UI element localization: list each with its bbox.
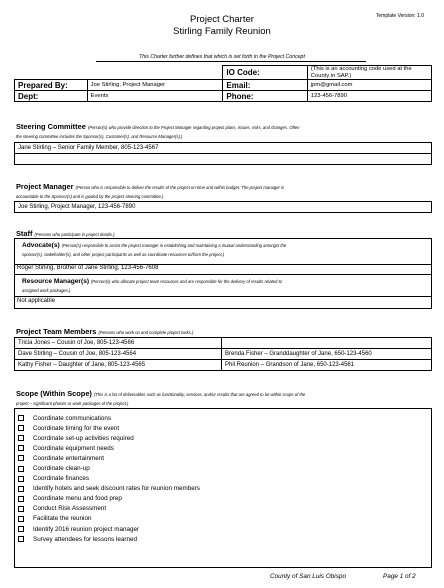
intro-text: This Charter further defines that which is set forth in the Project Concept [139, 54, 305, 60]
footer-page-number: Page 1 of 2 [383, 573, 416, 580]
advocate-bottom [14, 274, 432, 275]
table-row [15, 338, 432, 349]
checkbox-icon[interactable] [18, 506, 24, 512]
scope-desc: (This is a list of deliverables such as functionality, services, and/or results that are agreed to be within scope of the [93, 392, 306, 397]
checkbox-icon[interactable] [18, 455, 24, 461]
io-code-value: (This is an accounting code used at the County in SAP.) [307, 66, 431, 80]
team-table [14, 337, 432, 371]
checkbox-icon[interactable] [18, 415, 24, 421]
table-row [15, 360, 432, 371]
email-label: Email: [223, 80, 307, 91]
checkbox-icon[interactable] [18, 486, 24, 492]
dept-label: Dept: [15, 91, 88, 102]
checkbox-icon[interactable] [18, 496, 24, 502]
advocate-value: Roger Stirling, Brother of Jane Stirling, 123-456-7608 [17, 265, 159, 271]
advocate-heading: Advocate(s) (Person(s) responsible to assist the project manager in establishing and maintaining a mutual understanding amongst the [22, 242, 287, 249]
list-item: Coordinate equipment needs [18, 443, 200, 453]
list-item: Coordinate menu and food prep [18, 494, 200, 504]
list-item: Coordinate entertainment [18, 453, 200, 463]
list-item: Coordinate clean-up [18, 463, 200, 473]
prepared-by-value: Joe Stirling, Project Manager [87, 80, 223, 91]
resource-value: Not applicable [17, 298, 56, 304]
checkbox-icon[interactable] [18, 435, 24, 441]
dept-value: Events [87, 91, 223, 102]
io-code-label: IO Code: [223, 66, 307, 80]
resource-heading: Resource Manager(s) (Person(s) who allocate project team resources and are responsible for the delivery of results related to [22, 278, 282, 285]
scope-heading: Scope (Within Scope) (This is a list of deliverables such as functionality, services, and/or results that are agreed to be within scope of the [16, 389, 306, 398]
steering-member: Jane Stirling – Senior Family Member, 805-123-4567 [15, 143, 432, 154]
list-item: Conduct Risk Assessment [18, 504, 200, 514]
table-row [15, 349, 432, 360]
resource-divider [14, 296, 432, 297]
resource-desc: (Person(s) who allocate project team resources and are responsible for the delivery of results related to [90, 279, 282, 284]
intro-underline [96, 61, 366, 62]
pm-desc-2: accountable to the Sponsor(s) and is guided by the project steering committee.) [16, 194, 164, 199]
phone-value: 123-456-7890 [307, 91, 431, 102]
pm-table [14, 201, 432, 213]
info-table [14, 65, 432, 102]
list-item: Survey attendees for lessons learned [18, 534, 200, 544]
list-item: Identify 2016 reunion project manager [18, 524, 200, 534]
template-version: Template Version: 1.0 [375, 13, 424, 19]
prepared-by-label: Prepared By: [15, 80, 88, 91]
team-cell: Brenda Fisher – Granddaughter of Jane, 650-123-4560 [222, 349, 432, 360]
footer-county: County of San Luis Obispo [270, 573, 347, 580]
team-cell: Phil Reunion – Grandson of Jane, 650-123-4561 [222, 360, 432, 371]
phone-label: Phone: [223, 91, 307, 102]
steering-desc: (Person(s) who provide direction to the Project Manager regarding project plans, issues, risks, and changes. Often [87, 125, 300, 130]
checkbox-icon[interactable] [18, 445, 24, 451]
checkbox-icon[interactable] [18, 476, 24, 482]
steering-heading: Steering Committee (Person(s) who provide direction to the Project Manager regarding project plans, issues, risks, and changes. Often [16, 122, 300, 131]
advocate-desc: (Person(s) responsible to assist the project manager in establishing and maintaining a mutual understanding amongst the [61, 243, 287, 248]
team-desc: (Persons who work on and complete project tasks.) [98, 330, 194, 335]
pm-value: Joe Stirling, Project Manager, 123-456-7890 [15, 202, 432, 213]
team-cell: Dave Stirling – Cousin of Joe, 805-123-4564 [15, 349, 222, 360]
steering-desc-2: the steering committee includes the Sponsor(s), Customer(s), and Resource Manager(s).) [16, 134, 183, 139]
advocate-desc-2: sponsor(s), stakeholder(s), and other project participants as well as coordinate resources to/from the project.) [22, 252, 225, 257]
list-item: Coordinate finances [18, 474, 200, 484]
document-title: Project Charter [190, 14, 254, 25]
list-item: Identify hotels and seek discount rates for reunion members [18, 484, 200, 494]
list-item: Coordinate timing for the event [18, 423, 200, 433]
checkbox-icon[interactable] [18, 526, 24, 532]
checkbox-icon[interactable] [18, 425, 24, 431]
team-cell: Kathy Fisher – Daughter of Jane, 805-123-4565 [15, 360, 222, 371]
project-name: Stirling Family Reunion [173, 26, 271, 37]
list-item: Facilitate the reunion [18, 514, 200, 524]
resource-desc-2: assigned work packages.) [22, 288, 71, 293]
pm-heading: Project Manager (Person who is responsible to deliver the results of the project on-time and within budget. The project manager is [16, 182, 285, 191]
staff-heading: Staff (Persons who participate in project details.) [16, 229, 115, 238]
list-item: Coordinate set-up activities required [18, 433, 200, 443]
scope-desc-2: project – significant phases or work packages of the project.) [16, 401, 129, 406]
list-item: Coordinate communications [18, 413, 200, 423]
team-cell [222, 338, 432, 349]
checkbox-icon[interactable] [18, 536, 24, 542]
steering-table [14, 142, 432, 165]
email-value: jpm@gmail.com [307, 80, 431, 91]
staff-desc: (Persons who participate in project details.) [34, 232, 115, 237]
checkbox-icon[interactable] [18, 516, 24, 522]
scope-list [18, 413, 200, 544]
checkbox-icon[interactable] [18, 466, 24, 472]
team-heading: Project Team Members (Persons who work on and complete project tasks.) [16, 327, 194, 336]
pm-desc: (Person who is responsible to deliver the results of the project on-time and within budget. The project manager is [75, 185, 285, 190]
team-cell: Tricia Jones – Cousin of Joe, 805-123-4566 [15, 338, 222, 349]
